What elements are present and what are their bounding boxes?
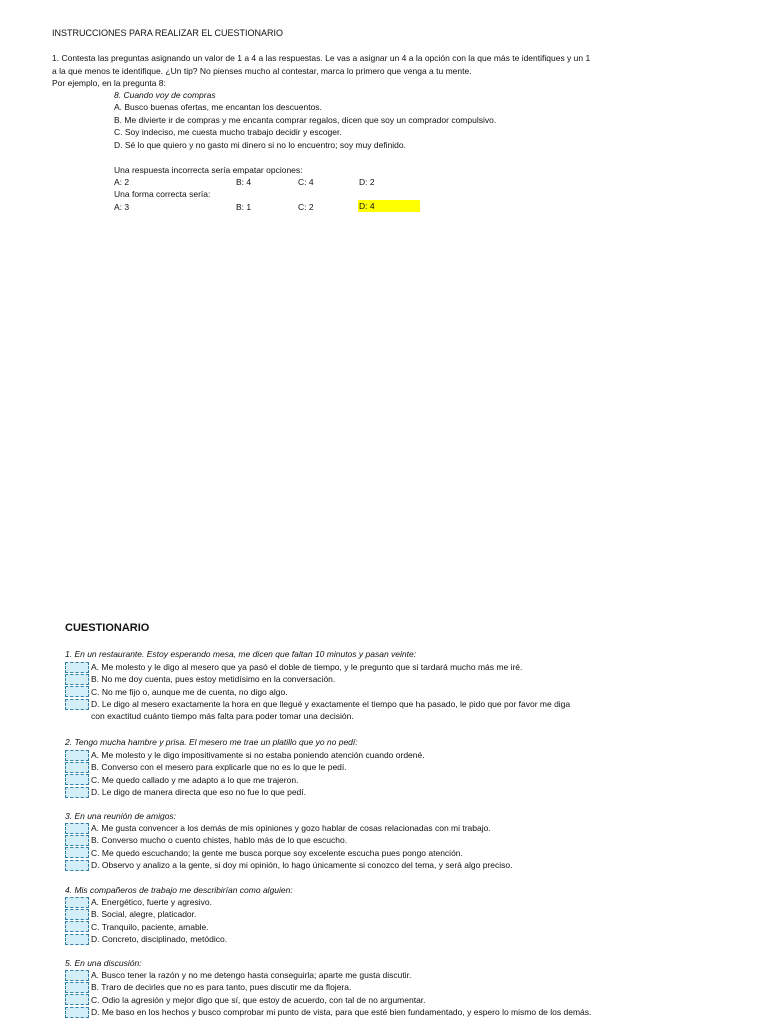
- option-text: C. Me quedo callado y me adapto a lo que me trajeron.: [91, 774, 299, 785]
- answer-box-q4-d[interactable]: [65, 934, 89, 945]
- correct-value-c: C: 2: [298, 202, 314, 212]
- answer-box-q2-d[interactable]: [65, 787, 89, 798]
- correct-example-label: Una forma correcta sería:: [114, 189, 211, 199]
- instructions-line-3: Por ejemplo, en la pregunta 8:: [52, 78, 166, 88]
- incorrect-value-b: B: 4: [236, 177, 252, 187]
- option-text: B. Social, alegre, platicador.: [91, 909, 197, 920]
- answer-box-q5-d[interactable]: [65, 1007, 89, 1018]
- question-1-prompt: 1. En un restaurante. Estoy esperando mesa, me dicen que faltan 10 minutos y pasan veinte:: [65, 649, 417, 659]
- answer-box-q1-c[interactable]: [65, 686, 89, 697]
- option-text: B. Converso con el mesero para explicarle que no es lo que le pedí.: [91, 762, 347, 773]
- correct-value-b: B: 1: [236, 202, 252, 212]
- option-text: D. Le digo de manera directa que eso no fue lo que pedí.: [91, 787, 307, 798]
- question-5-prompt: 5. En una discusión:: [65, 958, 142, 968]
- answer-box-q1-b[interactable]: [65, 674, 89, 685]
- option-text: D. Concreto, disciplinado, metódico.: [91, 934, 228, 945]
- option-text: C. No me fijo o, aunque me de cuenta, no digo algo.: [91, 686, 288, 697]
- example-option-d: D. Sé lo que quiero y no gasto mi dinero si no lo encuentro; soy muy definido.: [114, 140, 407, 150]
- answer-box-q3-a[interactable]: [65, 823, 89, 834]
- incorrect-value-a: A: 2: [114, 177, 130, 187]
- answer-box-q1-d[interactable]: [65, 699, 89, 710]
- question-3-prompt: 3. En una reunión de amigos:: [65, 811, 177, 821]
- answer-box-q5-a[interactable]: [65, 970, 89, 981]
- answer-box-q3-b[interactable]: [65, 835, 89, 846]
- questionnaire-heading: CUESTIONARIO: [65, 622, 150, 634]
- option-text: D. Me baso en los hechos y busco comprobar mi punto de vista, para que esté bien fundamentado, y espero lo mismo de los demás.: [91, 1007, 592, 1018]
- option-text: B. Converso mucho o cuento chistes, hablo más de lo que escucho.: [91, 835, 348, 846]
- answer-box-q2-c[interactable]: [65, 774, 89, 785]
- answer-box-q2-a[interactable]: [65, 750, 89, 761]
- example-option-c: C. Soy indeciso, me cuesta mucho trabajo decidir y escoger.: [114, 127, 342, 137]
- option-text-continuation: con exactitud cuánto tiempo más falta para poder tomar una decisión.: [91, 711, 354, 722]
- question-4-prompt: 4. Mis compañeros de trabajo me describirían como alguien:: [65, 885, 293, 895]
- option-text: D. Observo y analizo a la gente, si doy mi opinión, lo hago únicamente si conozco del tema, y será algo preciso.: [91, 860, 513, 871]
- example-option-a: A. Busco buenas ofertas, me encantan los descuentos.: [114, 102, 322, 112]
- answer-box-q2-b[interactable]: [65, 762, 89, 773]
- answer-box-q3-c[interactable]: [65, 847, 89, 858]
- answer-box-q5-b[interactable]: [65, 982, 89, 993]
- option-text: C. Odio la agresión y mejor digo que sí, que estoy de acuerdo, con tal de no argumentar.: [91, 994, 426, 1005]
- option-text: B. No me doy cuenta, pues estoy metidísimo en la conversación.: [91, 674, 336, 685]
- option-text: A. Busco tener la razón y no me detengo hasta conseguirla; aparte me gusta discutir.: [91, 970, 412, 980]
- option-text: C. Tranquilo, paciente, amable.: [91, 921, 209, 932]
- incorrect-value-d: D: 2: [359, 177, 375, 187]
- example-option-b: B. Me divierte ir de compras y me encanta comprar regalos, dicen que soy un comprador compulsivo.: [114, 115, 497, 125]
- option-text: A. Me molesto y le digo impositivamente si no estaba poniendo atención cuando ordené.: [91, 750, 425, 760]
- correct-value-d: D: 4: [358, 200, 420, 212]
- option-text: A. Energético, fuerte y agresivo.: [91, 897, 212, 907]
- answer-box-q4-a[interactable]: [65, 897, 89, 908]
- question-2-prompt: 2. Tengo mucha hambre y prisa. El mesero me trae un platillo que yo no pedí:: [65, 737, 358, 747]
- answer-box-q5-c[interactable]: [65, 994, 89, 1005]
- correct-value-d-highlight: [358, 200, 420, 212]
- correct-value-a: A: 3: [114, 202, 130, 212]
- option-text: C. Me quedo escuchando; la gente me busca porque soy excelente escucha pues pongo atención.: [91, 847, 463, 858]
- incorrect-example-label: Una respuesta incorrecta sería empatar opciones:: [114, 165, 303, 175]
- answer-box-q1-a[interactable]: [65, 662, 89, 673]
- option-text: A. Me molesto y le digo al mesero que ya pasó el doble de tiempo, y le pregunto que si tardará mucho más me iré.: [91, 662, 523, 672]
- option-text: B. Traro de decirles que no es para tanto, pues discutir me da flojera.: [91, 982, 352, 993]
- instructions-title: INSTRUCCIONES PARA REALIZAR EL CUESTIONARIO: [52, 28, 284, 38]
- answer-box-q4-c[interactable]: [65, 921, 89, 932]
- instructions-line-2: a la que menos te identifique. ¿Un tip? No pienses mucho al contestar, marca lo primero que venga a tu mente.: [52, 66, 472, 76]
- incorrect-value-c: C: 4: [298, 177, 314, 187]
- option-text: D. Le digo al mesero exactamente la hora en que llegué y exactamente el tiempo que ha pasado, le pido que por favor me diga: [91, 699, 571, 710]
- answer-box-q3-d[interactable]: [65, 860, 89, 871]
- answer-box-q4-b[interactable]: [65, 909, 89, 920]
- option-text: A. Me gusta convencer a los demás de mis opiniones y gozo hablar de cosas relacionadas con mi trabajo.: [91, 823, 491, 833]
- example-question: 8. Cuando voy de compras: [114, 90, 216, 100]
- instructions-line-1: 1. Contesta las preguntas asignando un valor de 1 a 4 a las respuestas. Le vas a asignar un 4 a la opción con la que más te identifiques y un 1: [52, 53, 591, 63]
